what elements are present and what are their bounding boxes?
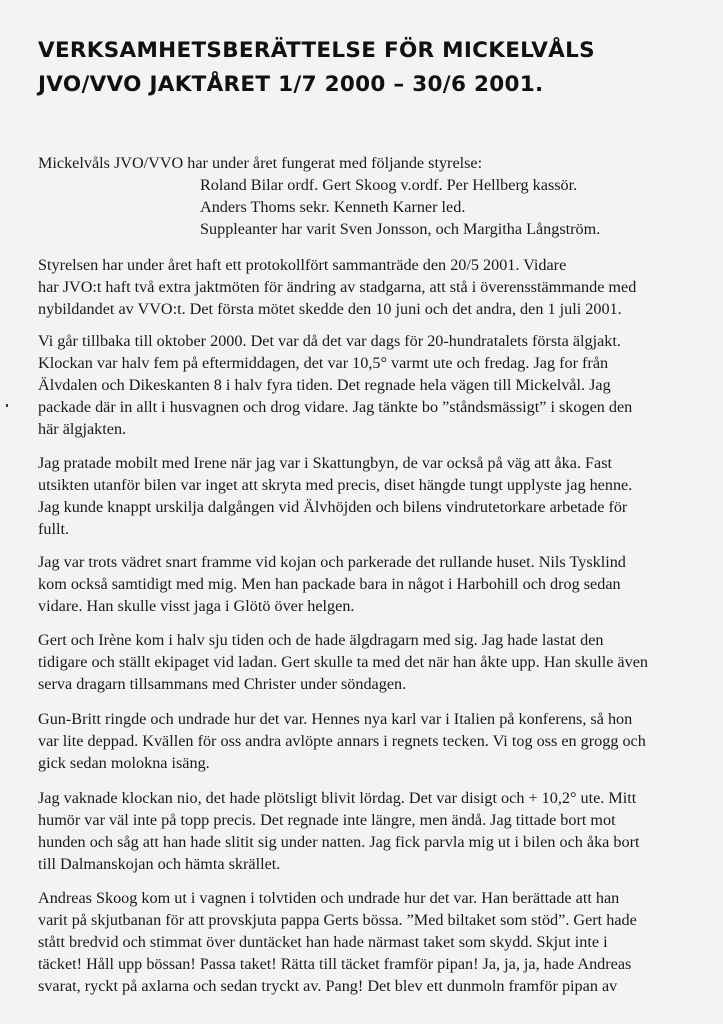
text-line: utsikten utanför bilen var inget att skryta med precis, diset hängde tungt upplyste jag henne. (38, 476, 633, 494)
text-line: Mickelvåls JVO/VVO har under året fungerat med följande styrelse: (38, 154, 483, 172)
text-line: här älgjakten. (38, 420, 127, 438)
paragraph-board (38, 152, 710, 240)
text-line: Andreas Skoog kom ut i vagnen i tolvtiden och undrade hur det var. Han berättade att han (38, 889, 620, 907)
text-line: hunden och såg att han hade slitit sig under natten. Jag fick parvla mig ut i bilen och åka bort (38, 833, 640, 851)
text-line: Anders Thoms sekr. Kenneth Karner led. (200, 198, 466, 216)
text-line: Älvdalen och Dikeskanten 8 i halv fyra tiden. Det regnade hela vägen till Mickelvål. Jag (38, 376, 611, 394)
text-line: humör var väl inte på topp precis. Det regnade inte längre, men ändå. Jag tittade bort mot (38, 811, 616, 829)
text-line: Jag vaknade klockan nio, det hade plötsligt blivit lördag. Det var disigt och + 10,2° ute. Mitt (38, 789, 637, 807)
text-line: kom också samtidigt med mig. Men han packade bara in något i Harbohill och drog sedan (38, 575, 621, 593)
text-line: fullt. (38, 520, 70, 538)
text-line: serva dragarn tillsammans med Christer under söndagen. (38, 675, 407, 693)
paragraph-phone-call (38, 452, 710, 540)
text-line: Jag kunde knappt urskilja dalgången vid Älvhöjden och bilens vindrutetorkare arbetade för (38, 498, 628, 516)
text-line: var lite deppad. Kvällen för oss andra avlöpte annars i regnets tecken. Vi tog oss en grogg och (38, 732, 646, 750)
text-line: Vi går tillbaka till oktober 2000. Det var då det var dags för 20-hundratalets första älgjakt. (38, 332, 621, 350)
text-line: packade där in allt i husvagnen och drog vidare. Jag tänkte bo ”ståndsmässigt” i skogen den (38, 398, 633, 416)
paragraph-october (38, 330, 710, 440)
text-line: Klockan var halv fem på eftermiddagen, det var 10,5° varmt ute och fredag. Jag for från (38, 354, 609, 372)
text-line: täcket! Håll upp bössan! Passa taket! Rätta till täcket framför pipan! Ja, ja, ja, hade Andreas (38, 955, 632, 973)
paragraph-meetings (38, 254, 710, 320)
paragraph-gun-britt (38, 708, 710, 774)
title-line-2: JVO/VVO JAKTÅRET 1/7 2000 – 30/6 2001. (38, 72, 544, 97)
text-line: Jag var trots vädret snart framme vid kojan och parkerade det rullande huset. Nils Tysklind (38, 553, 626, 571)
text-line: till Dalmanskojan och hämta skrället. (38, 855, 281, 873)
text-line: Jag pratade mobilt med Irene när jag var i Skattungbyn, de var också på väg att åka. Fast (38, 454, 613, 472)
text-line: Roland Bilar ordf. Gert Skoog v.ordf. Per Hellberg kassör. (200, 176, 578, 194)
paragraph-saturday (38, 787, 710, 875)
scan-speck (6, 404, 8, 407)
text-line: har JVO:t haft två extra jaktmöten för ändring av stadgarna, att stå i överensstämmande med (38, 278, 637, 296)
paragraph-andreas (38, 887, 710, 997)
text-line: stått bredvid och stimmat över duntäcket han hade närmast taket som skydd. Skjut inte i (38, 933, 608, 951)
text-line: Suppleanter har varit Sven Jonsson, och Margitha Långström. (200, 220, 601, 238)
paragraph-gert-irene (38, 629, 710, 695)
text-line: gick sedan molokna isäng. (38, 754, 210, 772)
text-line: nybildandet av VVO:t. Det första mötet skedde den 10 juni och det andra, den 1 juli 2001. (38, 300, 622, 318)
text-line: varit på skjutbanan för att provskjuta pappa Gerts bössa. ”Med biltaket som stöd”. Gert hade (38, 911, 637, 929)
text-line: Gert och Irène kom i halv sju tiden och de hade älgdragarn med sig. Jag hade lastat den (38, 631, 604, 649)
text-line: Styrelsen har under året haft ett protokollfört sammanträde den 20/5 2001. Vidare (38, 256, 567, 274)
text-line: svarat, ryckt på axlarna och sedan tryckt av. Pang! Det blev ett dunmoln framför pipan av (38, 977, 618, 995)
title-line-1: VERKSAMHETSBERÄTTELSE FÖR MICKELVÅLS (38, 38, 595, 63)
text-line: vidare. Han skulle visst jaga i Glötö över helgen. (38, 597, 355, 615)
paragraph-arrival (38, 551, 710, 617)
text-line: tidigare och ställt ekipaget vid ladan. Gert skulle ta med det när han åkte upp. Han skulle även (38, 653, 648, 671)
document-title (38, 34, 595, 102)
text-line: Gun-Britt ringde och undrade hur det var. Hennes nya karl var i Italien på konferens, så hon (38, 710, 633, 728)
